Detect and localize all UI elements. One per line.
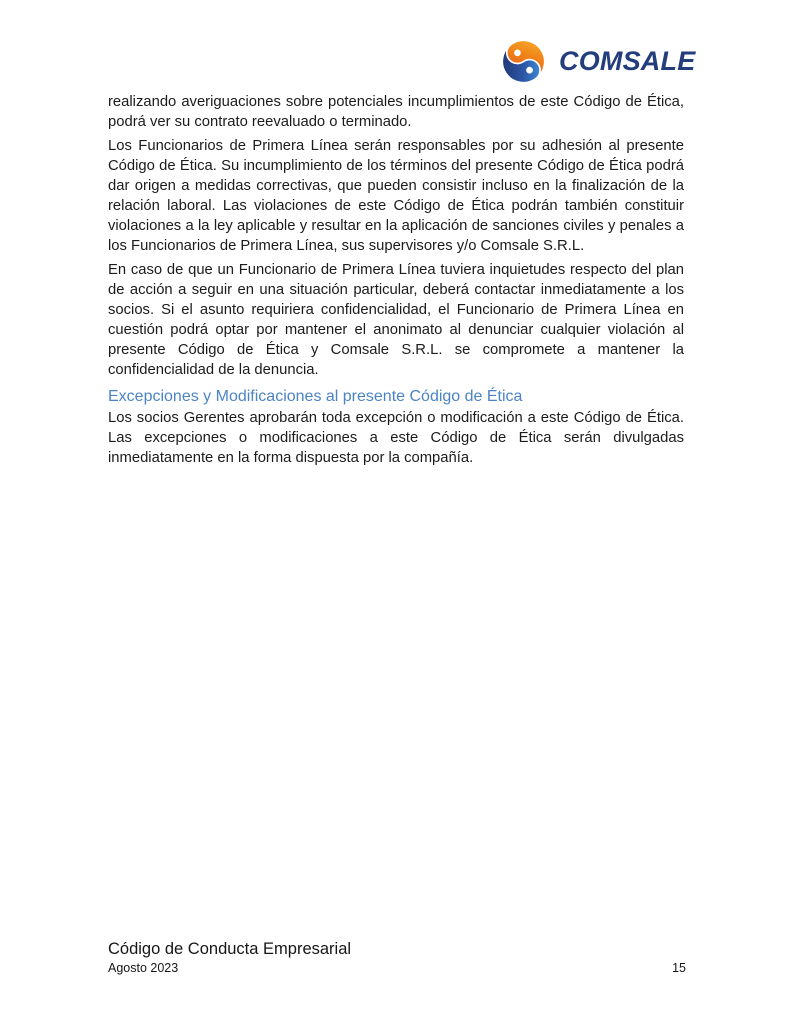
brand-name: COMSALE xyxy=(559,46,696,76)
section-paragraph-1: Los socios Gerentes aprobarán toda excepción o modificación a este Código de Ética. Las excepciones o modificaciones a este Código de Ética serán divulgadas inmediatamente en la forma dispuesta por la compañía. xyxy=(108,410,684,466)
comsale-swirl-icon xyxy=(501,39,546,84)
paragraph-1: realizando averiguaciones sobre potenciales incumplimientos de este Código de Ética, podrá ver su contrato reevaluado o terminado. xyxy=(108,94,684,130)
footer-meta-row xyxy=(108,961,686,976)
paragraph-2: Los Funcionarios de Primera Línea serán responsables por su adhesión al presente Código de Ética. Su incumplimiento de los términos del presente Código de Ética podrá dar origen a medidas correctivas, que pueden consistir incluso en la finalización de la relación laboral. Las violaciones de este Código de Ética podrán también constituir violaciones a la ley aplicable y resultar en la aplicación de sanciones civiles y penales a los Funcionarios de Primera Línea, sus supervisores y/o Comsale S.R.L. xyxy=(108,138,684,254)
page-footer xyxy=(108,939,686,976)
footer-date: Agosto 2023 xyxy=(108,961,179,975)
footer-document-title: Código de Conducta Empresarial xyxy=(108,940,352,958)
paragraph-3: En caso de que un Funcionario de Primera Línea tuviera inquietudes respecto del plan de acción a seguir en una situación particular, deberá contactar inmediatamente a los socios. Si el asunto requiriera confidencialidad, el Funcionario de Primera Línea en cuestión podrá optar por mantener el anonimato al denunciar cualquier violación al presente Código de Ética y Comsale S.R.L. se compromete a mantener la confidencialidad de la denuncia. xyxy=(108,262,684,378)
comsale-logo xyxy=(501,39,695,84)
page-body xyxy=(108,92,684,472)
page-number: 15 xyxy=(672,961,686,975)
section-heading: Excepciones y Modificaciones al presente Código de Ética xyxy=(108,388,523,405)
